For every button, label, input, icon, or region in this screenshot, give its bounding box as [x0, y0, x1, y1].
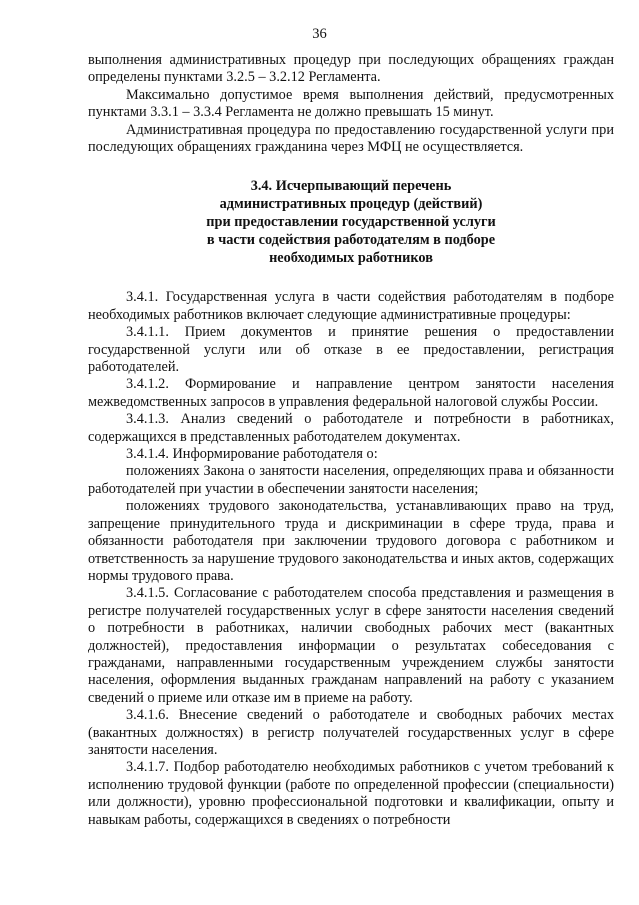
paragraph: 3.4.1.5. Согласование с работодателем способа представления и размещения в регистре получателей государственных услуг в сфере занятости населения сведений о потребности в работниках, наличии свободных рабочих мест (вакантных должностей), предоставления информации о результатах собеседования с гражданами, направленными государственным учреждением службы занятости населения, оформления выданных гражданам направлений на работу с указанием сведений о приеме или отказе им в приеме на работу. — [88, 585, 614, 706]
paragraph: 3.4.1. Государственная услуга в части содействия работодателям в подборе необходимых работников включает следующие административные процедуры: — [88, 289, 614, 323]
paragraph: положениях трудового законодательства, устанавливающих право на труд, запрещение принудительного труда и дискриминации в сфере труда, права и обязанности работодателя при заключении трудового договора с работником и ответственность за нарушение трудового законодательства и иных актов, содержащих нормы трудового права. — [88, 498, 614, 584]
heading-line: необходимых работников — [269, 249, 433, 266]
paragraph: Максимально допустимое время выполнения действий, предусмотренных пунктами 3.3.1 – 3.3.4 Регламента не должно превышать 15 минут. — [88, 86, 614, 121]
paragraph: 3.4.1.6. Внесение сведений о работодателе и свободных рабочих местах (вакантных должностях) в регистр получателей государственных услуг в сфере занятости населения. — [88, 707, 614, 758]
heading-line: при предоставлении государственной услуги — [206, 214, 496, 231]
heading-line: административных процедур (действий) — [219, 196, 483, 213]
heading-line: 3.4. Исчерпывающий перечень — [250, 178, 452, 195]
paragraph: 3.4.1.1. Прием документов и принятие решения о предоставлении государственной услуги или об отказе в ее предоставлении, регистрация работодателей. — [88, 324, 614, 376]
page-number: 36 — [312, 26, 327, 42]
heading-line: в части содействия работодателям в подборе — [206, 231, 496, 248]
paragraph: положениях Закона о занятости населения, определяющих права и обязанности работодателей при участии в обеспечении занятости населения; — [88, 463, 614, 497]
paragraph: 3.4.1.7. Подбор работодателю необходимых работников с учетом требований к исполнению трудовой функции (работе по определенной профессии (специальности) или должности), уровню профессиональной подготовки и квалификации, опыту и навыкам работы, содержащихся в сведениях о потребности — [88, 759, 614, 828]
paragraph: 3.4.1.4. Информирование работодателя о: — [126, 446, 378, 463]
paragraph: 3.4.1.3. Анализ сведений о работодателе и потребности в работниках, содержащихся в представленных работодателем документах. — [88, 411, 614, 445]
paragraph-continuation: выполнения административных процедур при последующих обращениях граждан определены пунктами 3.2.5 – 3.2.12 Регламента. — [88, 52, 614, 86]
document-body — [88, 52, 614, 829]
paragraph: Административная процедура по предоставлению государственной услуги при последующих обращениях гражданина через МФЦ не осуществляется. — [88, 121, 614, 156]
section-heading — [88, 178, 614, 267]
paragraph: 3.4.1.2. Формирование и направление центром занятости населения межведомственных запросов в управления федеральной налоговой службы России. — [88, 376, 614, 410]
